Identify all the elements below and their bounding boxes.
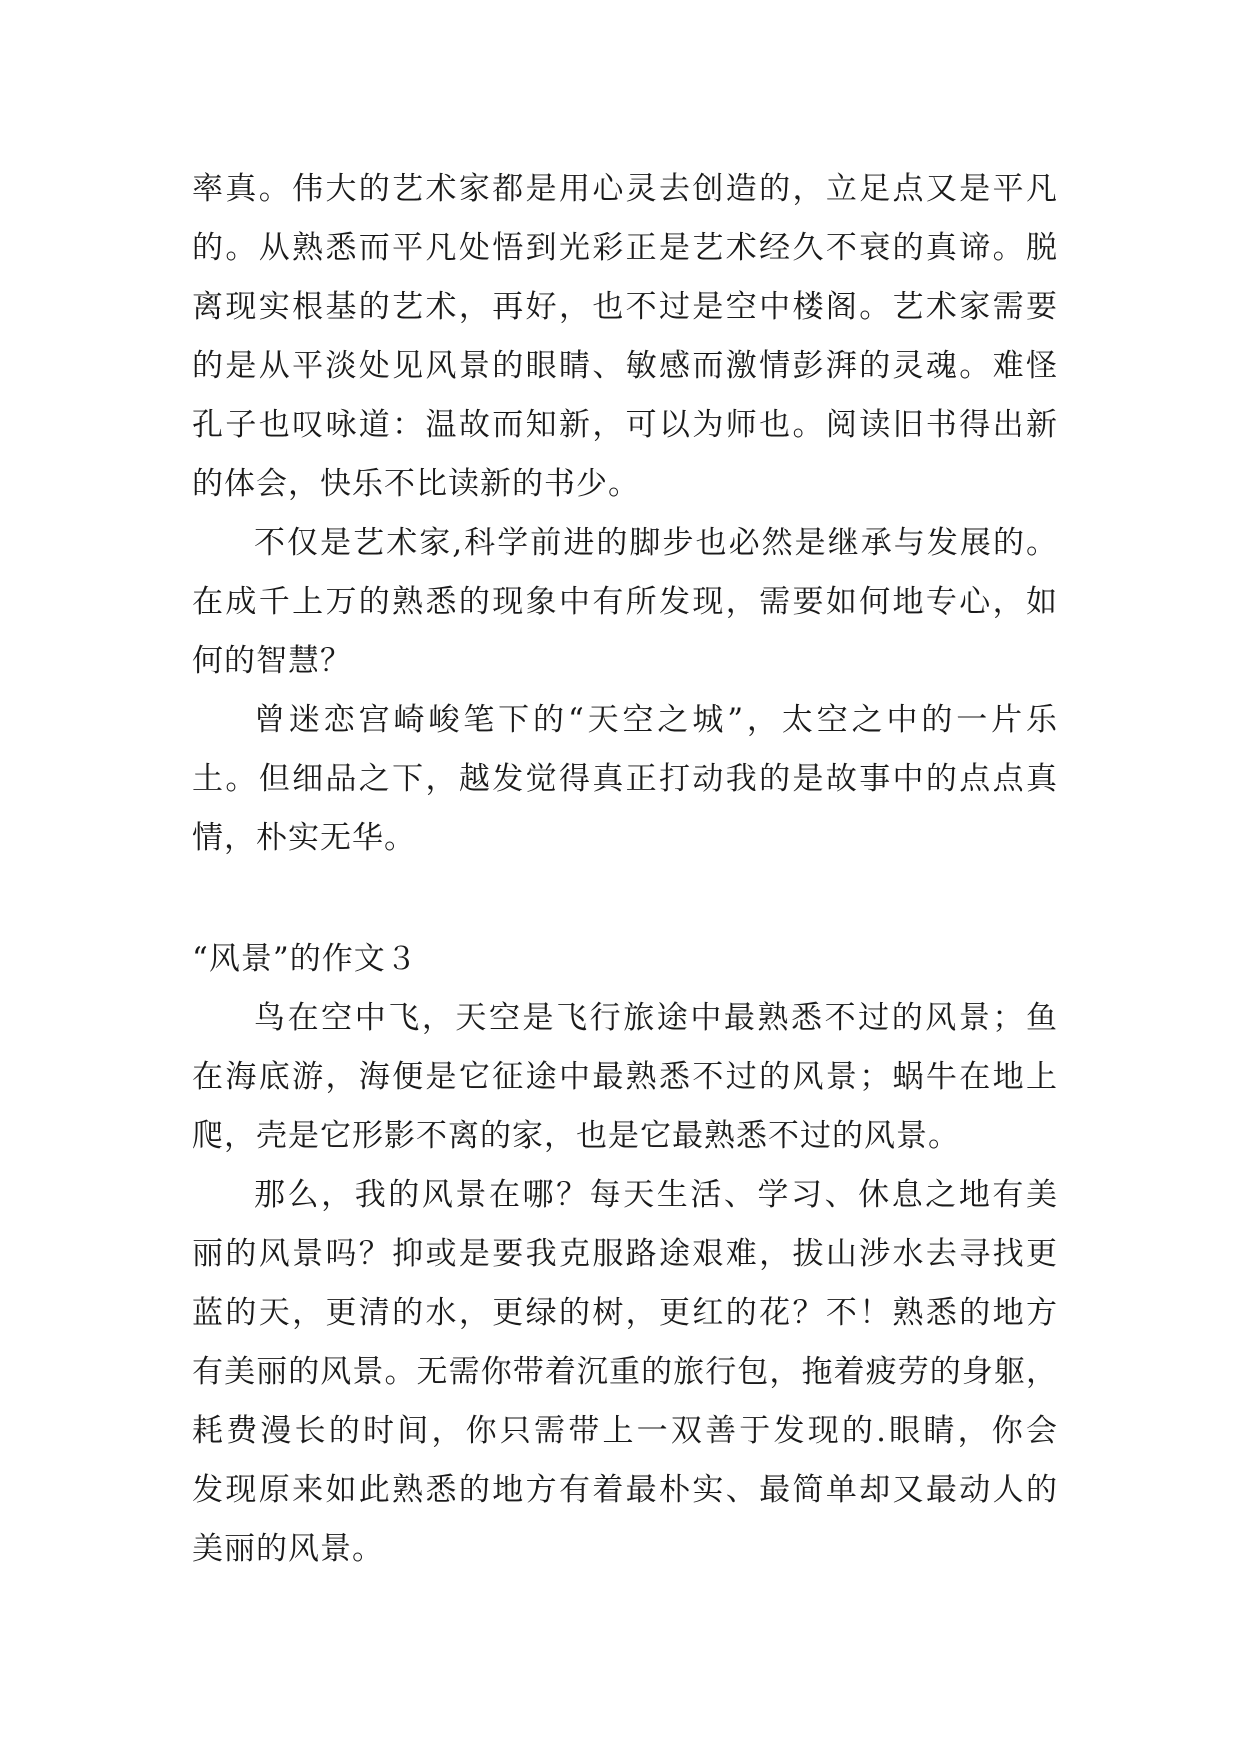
- text-line: 爬，壳是它形影不离的家，也是它最熟悉不过的风景。: [192, 1118, 960, 1154]
- text-line: 的。从熟悉而平凡处悟到光彩正是艺术经久不衰的真谛。脱: [192, 230, 1058, 266]
- text-line: 发现原来如此熟悉的地方有着最朴实、最简单却又最动人的: [192, 1472, 1058, 1508]
- text-line: 不仅是艺术家,科学前进的脚步也必然是继承与发展的。: [254, 525, 1058, 561]
- text-line: 在成千上万的熟悉的现象中有所发现，需要如何地专心，如: [192, 584, 1058, 620]
- paragraph: [192, 989, 1058, 1166]
- paragraph: [192, 160, 1058, 514]
- text-line: 丽的风景吗？抑或是要我克服路途艰难，拔山涉水去寻找更: [192, 1236, 1058, 1272]
- text-line: 在海底游，海便是它征途中最熟悉不过的风景；蜗牛在地上: [192, 1059, 1058, 1095]
- text-line: 蓝的天，更清的水，更绿的树，更红的花？不！熟悉的地方: [192, 1295, 1058, 1331]
- text-line: 鸟在空中飞，天空是飞行旅途中最熟悉不过的风景；鱼: [254, 1000, 1058, 1036]
- text-line: 的是从平淡处见风景的眼睛、敏感而激情彭湃的灵魂。难怪: [192, 348, 1058, 384]
- paragraph: [192, 514, 1058, 691]
- text-line: 土。但细品之下，越发觉得真正打动我的是故事中的点点真: [192, 761, 1058, 797]
- text-line: 那么，我的风景在哪？每天生活、学习、休息之地有美: [254, 1177, 1058, 1213]
- text-line: 离现实根基的艺术，再好，也不过是空中楼阁。艺术家需要: [192, 289, 1058, 325]
- text-line: 孔子也叹咏道：温故而知新，可以为师也。阅读旧书得出新: [192, 407, 1058, 443]
- text-line: 耗费漫长的时间，你只需带上一双善于发现的.眼睛，你会: [192, 1413, 1058, 1449]
- text-line: 率真。伟大的艺术家都是用心灵去创造的，立足点又是平凡: [192, 171, 1058, 207]
- text-line: 有美丽的风景。无需你带着沉重的旅行包，拖着疲劳的身躯，: [192, 1354, 1058, 1390]
- text-line: 的体会，快乐不比读新的书少。: [192, 466, 640, 502]
- section-title: “风景”的作文３: [192, 941, 418, 977]
- section-spacer: [192, 868, 1058, 930]
- document-page: [192, 160, 1058, 1579]
- text-line: 美丽的风景。: [192, 1531, 384, 1567]
- paragraph: [192, 691, 1058, 868]
- text-line: 何的智慧？: [192, 643, 352, 679]
- paragraph: [192, 1166, 1058, 1579]
- text-line: 曾迷恋宫崎峻笔下的“天空之城”，太空之中的一片乐: [254, 702, 1058, 738]
- text-line: 情，朴实无华。: [192, 820, 416, 856]
